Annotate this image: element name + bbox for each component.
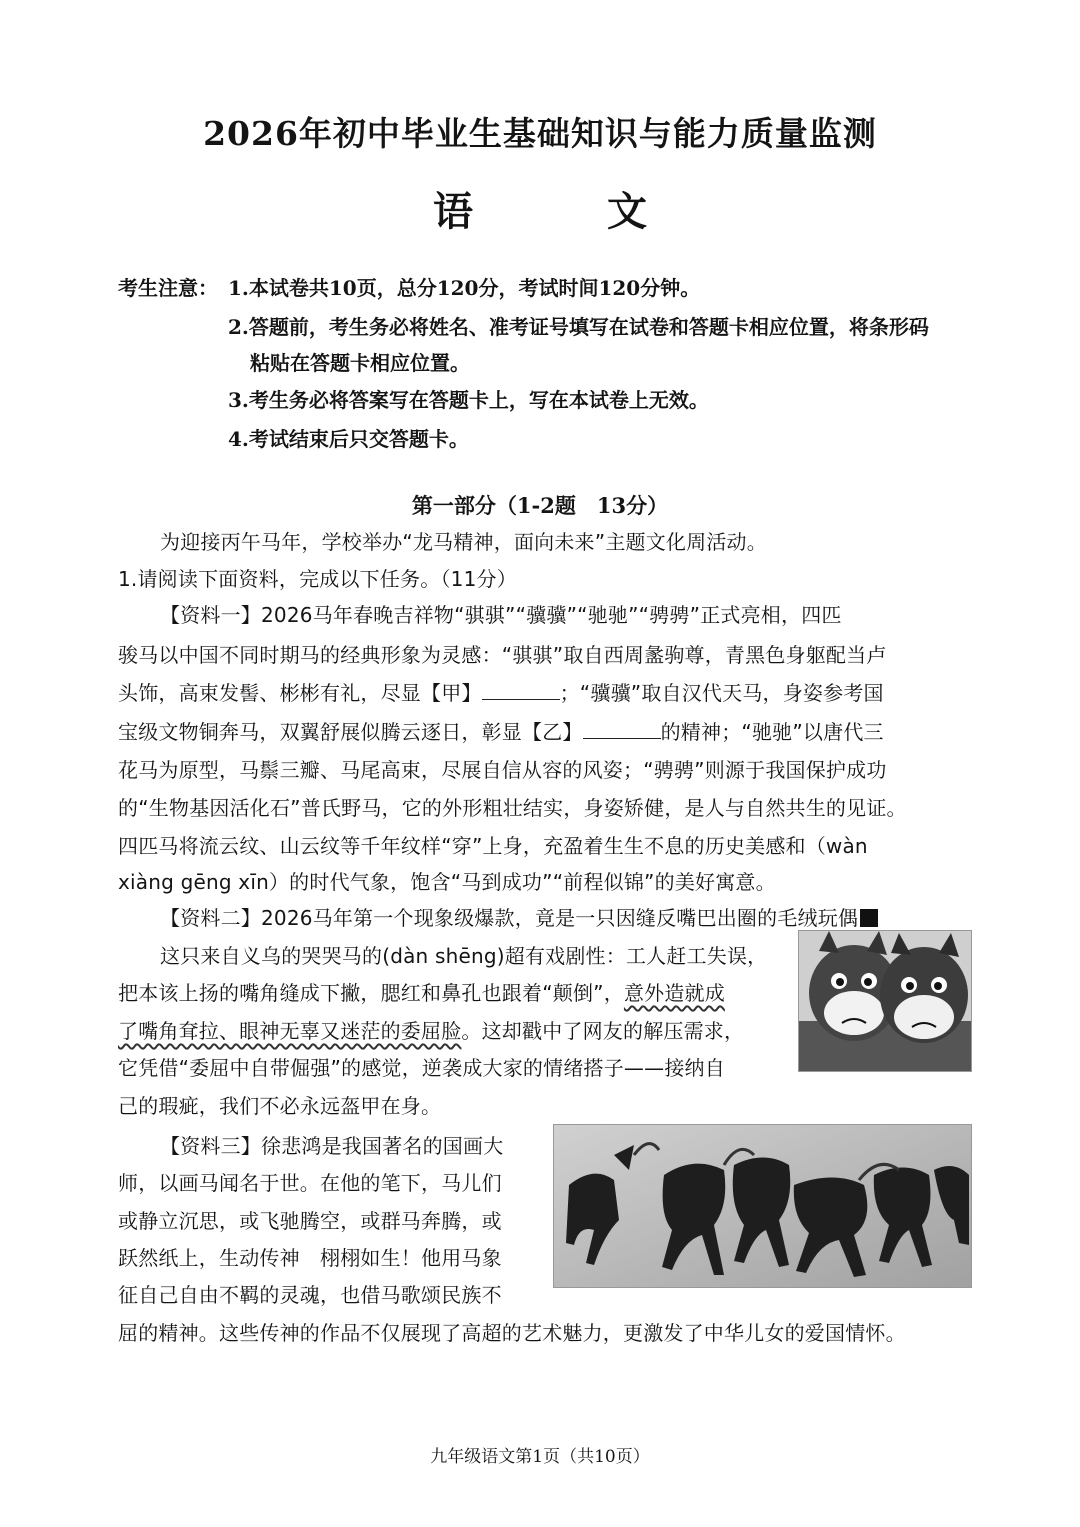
material2-line2: 这只来自义乌的哭哭马的(dàn shēng)超有戏剧性：工人赶工失误， (160, 944, 768, 968)
section-heading: 第一部分（1-2题 13分） (411, 493, 669, 518)
material3-line2: 师，以画马闻名于世。在他的笔下，马儿们 (118, 1171, 502, 1195)
wavy-underline-2: 了嘴角耷拉、眼神无辜又迷茫的委屈脸 (118, 1019, 462, 1043)
material1-line4-a: 宝级文物铜奔马，双翼舒展似腾云逐日，彰显【乙】 (118, 720, 583, 744)
material1-line3 (118, 678, 884, 708)
material1-line6: 的“生物基因活化石”普氏野马，它的外形粗壮结实，身姿矫健，是人与自然共生的见证。 (118, 796, 907, 820)
material2-line3-a: 把本该上扬的嘴角缝成下撇，腮红和鼻孔也跟着“颠倒”， (118, 981, 624, 1005)
material3-line4: 跃然纸上，生动传神 栩栩如生！他用马象 (118, 1246, 502, 1270)
section-intro: 为迎接丙午马年，学校举办“龙马精神，面向未来”主题文化周活动。 (160, 530, 767, 554)
notice-item-2b: 粘贴在答题卡相应位置。 (250, 351, 470, 375)
marker-icon (860, 909, 878, 927)
notice-label: 考生注意： (118, 276, 218, 300)
material1-line1: 【资料一】2026马年春晚吉祥物“骐骐”“骥骥”“驰驰”“骋骋”正式亮相，四匹 (160, 603, 842, 627)
material1-line8: xiàng gēng xīn）的时代气象，饱含“马到成功”“前程似锦”的美好寓意。 (118, 870, 776, 894)
material3-line5: 征自己自由不羁的灵魂，也借马歌颂民族不 (118, 1283, 502, 1307)
material3-line3: 或静立沉思，或飞驰腾空，或群马奔腾，或 (118, 1209, 502, 1233)
material1-line3-b: ；“骥骥”取自汉代天马，身姿参考国 (559, 681, 884, 705)
material2-line1-text: 【资料二】2026马年第一个现象级爆款，竟是一只因缝反嘴巴出圈的毛绒玩偶 (160, 906, 859, 930)
material2-line4 (118, 1016, 744, 1046)
notice-item-2a: 2.答题前，考生务必将姓名、准考证号填写在试卷和答题卡相应位置，将条形码 (228, 315, 929, 339)
material2-line3 (118, 978, 725, 1008)
galloping-horses-painting (553, 1124, 972, 1288)
wavy-underline-1: 意外造就成 (623, 981, 725, 1005)
question-1: 1.请阅读下面资料，完成以下任务。（11分） (118, 567, 517, 591)
subject-title: 语 文 (433, 188, 707, 235)
notice-item-1: 1.本试卷共10页，总分120分，考试时间120分钟。 (228, 276, 701, 300)
material3-line6: 屈的精神。这些传神的作品不仅展现了高超的艺术魅力，更激发了中华儿女的爱国情怀。 (118, 1321, 906, 1345)
material1-line4-b: 的精神；“驰驰”以唐代三 (660, 720, 884, 744)
material2-line6: 己的瑕疵，我们不必永远盔甲在身。 (118, 1094, 442, 1118)
material2-line5: 它凭借“委屈中自带倔强”的感觉，逆袭成大家的情绪搭子——接纳自 (118, 1056, 725, 1080)
material1-line7: 四匹马将流云纹、山云纹等千年纹样“穿”上身，充盈着生生不息的历史美感和（wàn (118, 834, 868, 858)
notice-item-3: 3.考生务必将答案写在答题卡上，写在本试卷上无效。 (228, 388, 709, 412)
exam-title: 2026年初中毕业生基础知识与能力质量监测 (203, 114, 877, 153)
blank-jia (482, 681, 560, 700)
material1-line2: 骏马以中国不同时期马的经典形象为灵感：“骐骐”取自西周盠驹尊，青黑色身躯配当卢 (118, 643, 887, 667)
notice-item-4: 4.考试结束后只交答题卡。 (228, 427, 469, 451)
page-footer: 九年级语文第1页（共10页） (430, 1447, 650, 1467)
material1-line5: 花马为原型，马鬃三瓣、马尾高束，尽展自信从容的风姿；“骋骋”则源于我国保护成功 (118, 758, 887, 782)
material2-line4-b: 。这却戳中了网友的解压需求， (461, 1019, 745, 1043)
blank-yi (583, 720, 661, 739)
material3-line1: 【资料三】徐悲鸿是我国著名的国画大 (160, 1134, 504, 1158)
plush-horse-photo (798, 930, 972, 1072)
material1-line3-a: 头饰，高束发髻、彬彬有礼，尽显【甲】 (118, 681, 482, 705)
material1-line4 (118, 717, 884, 747)
material2-line1 (160, 903, 878, 933)
